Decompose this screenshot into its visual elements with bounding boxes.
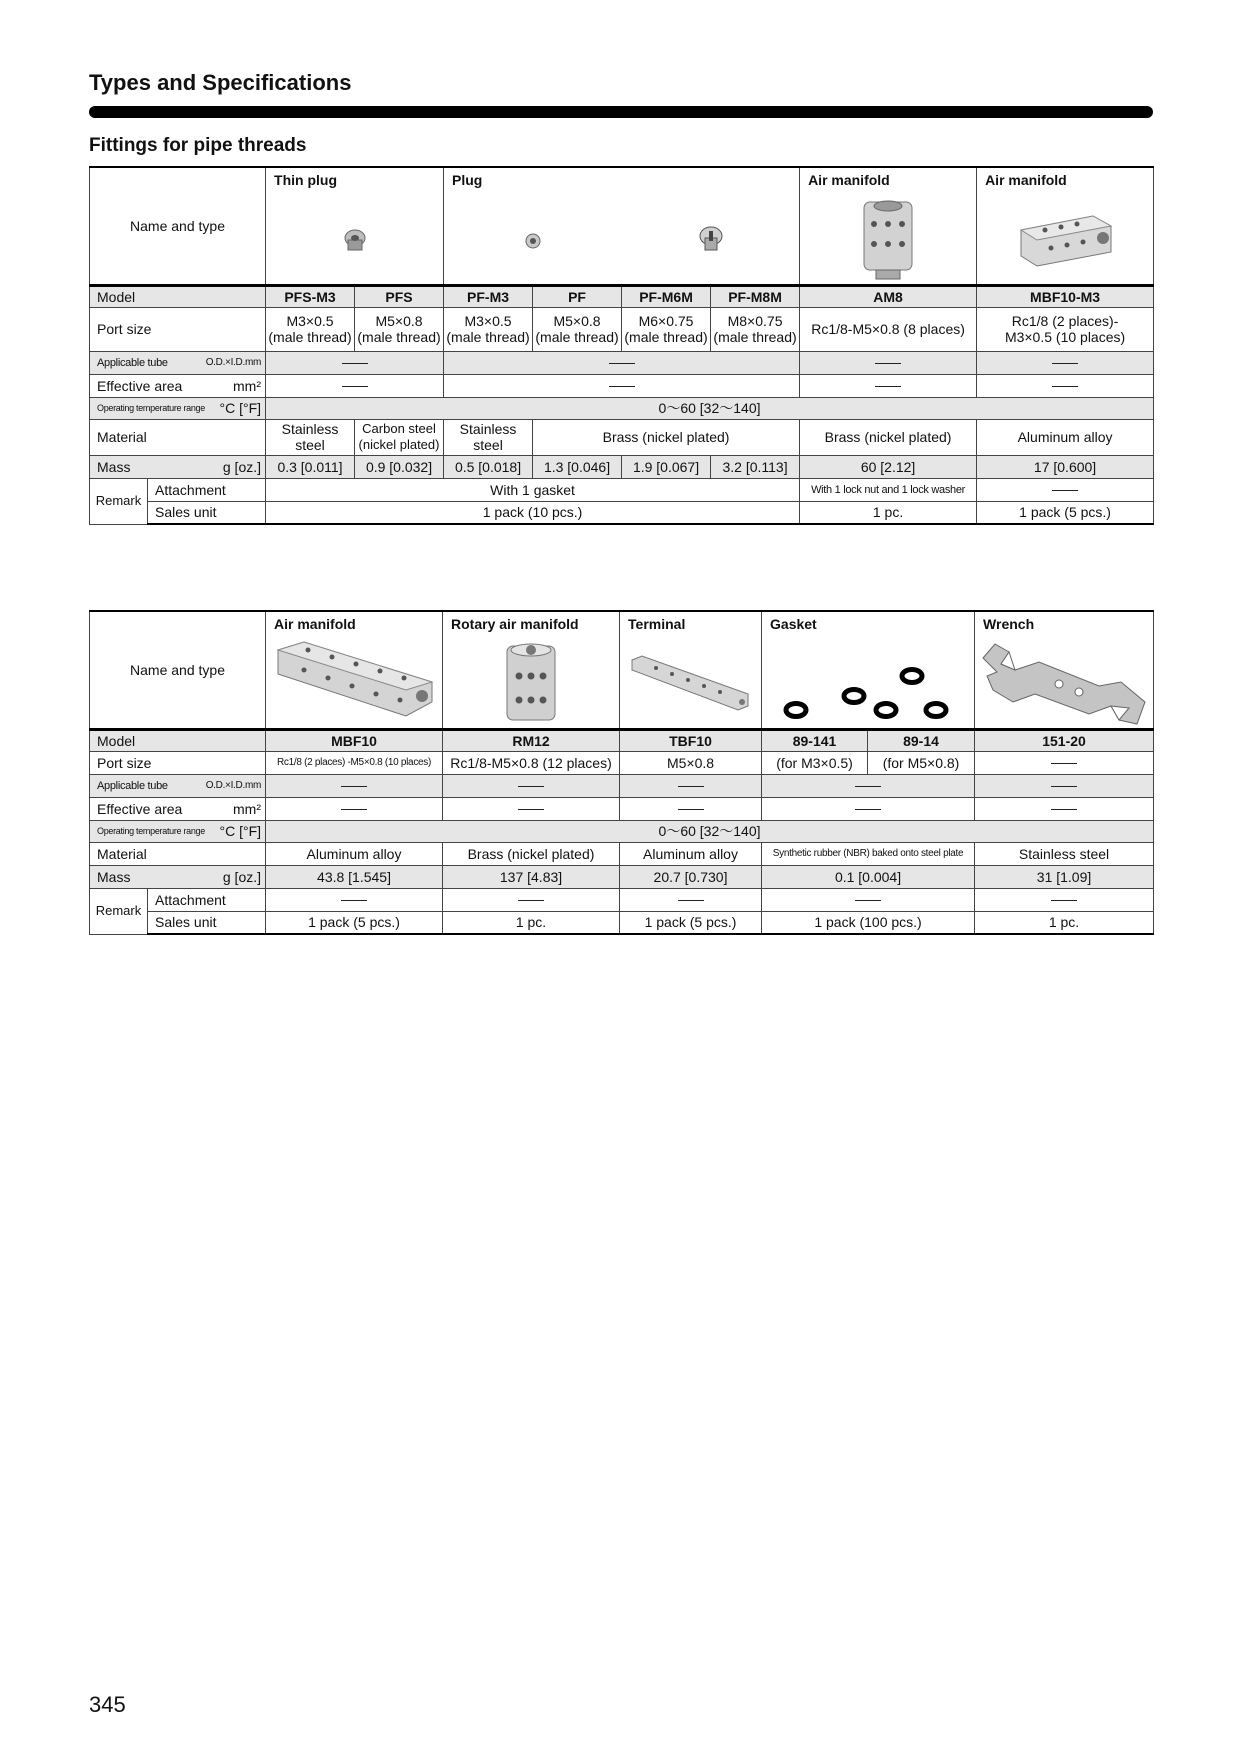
- sales-unit-cell: 1 pc.: [975, 911, 1154, 934]
- material-label: Material: [90, 842, 266, 865]
- effective-area-label: [90, 374, 266, 397]
- product-air-manifold-am8: [800, 167, 977, 285]
- product-thin-plug: [266, 167, 444, 285]
- applicable-tube-row: [90, 774, 1154, 797]
- dash-cell: [266, 351, 444, 374]
- name-type-label: Name and type: [90, 611, 266, 729]
- port-note: (male thread): [713, 329, 797, 345]
- remark-label: Remark: [90, 888, 148, 934]
- material-cell: [444, 419, 533, 455]
- label-text: Effective area: [97, 377, 183, 394]
- page-title: Types and Specifications: [89, 70, 352, 95]
- remark-label: Remark: [90, 478, 148, 524]
- material-cell: [266, 419, 355, 455]
- material-text: (nickel plated): [358, 437, 440, 452]
- attachment-row: [90, 888, 1154, 911]
- operating-temp-value: 0～60 [32～140]: [266, 397, 1154, 419]
- dash-cell: [977, 351, 1154, 374]
- label-unit: O.D.×I.D.mm: [205, 779, 262, 791]
- material-cell: Brass (nickel plated): [800, 419, 977, 455]
- port-size-cell: [711, 307, 800, 351]
- dash-cell: [975, 751, 1154, 774]
- material-cell: Brass (nickel plated): [533, 419, 800, 455]
- operating-temp-row: [90, 820, 1154, 842]
- model-cell: 151-20: [975, 729, 1154, 751]
- attachment-cell: With 1 gasket: [266, 478, 800, 501]
- mass-row: [90, 455, 1154, 478]
- operating-temp-value: 0～60 [32～140]: [266, 820, 1154, 842]
- port-size-cell: [977, 307, 1154, 351]
- product-plug: [444, 167, 800, 285]
- effective-area-label: [90, 797, 266, 820]
- dash-cell: [443, 888, 620, 911]
- port-size-cell: Rc1/8-M5×0.8 (12 places): [443, 751, 620, 774]
- dash-cell: [443, 774, 620, 797]
- attachment-cell: With 1 lock nut and 1 lock washer: [800, 478, 977, 501]
- material-cell: Aluminum alloy: [977, 419, 1154, 455]
- product-name: Wrench: [983, 616, 1035, 632]
- model-cell: AM8: [800, 285, 977, 307]
- title-divider: [89, 106, 1153, 118]
- sales-unit-row: [90, 911, 1154, 934]
- dash-cell: [444, 374, 800, 397]
- mass-cell: 31 [1.09]: [975, 865, 1154, 888]
- dash-cell: [800, 351, 977, 374]
- rm12-image: [501, 640, 561, 724]
- dash-cell: [444, 351, 800, 374]
- model-row: [90, 285, 1154, 307]
- product-name: Plug: [452, 172, 483, 188]
- material-row: [90, 419, 1154, 455]
- section-title: Fittings for pipe threads: [89, 135, 307, 156]
- product-name: Air manifold: [808, 172, 890, 188]
- material-cell: Stainless steel: [975, 842, 1154, 865]
- mass-cell: 1.9 [0.067]: [622, 455, 711, 478]
- mass-cell: 20.7 [0.730]: [620, 865, 762, 888]
- dash-cell: [977, 374, 1154, 397]
- label-text: Operating temperature range: [97, 403, 205, 413]
- model-cell: 89-14: [868, 729, 975, 751]
- page-number: 345: [89, 1692, 126, 1717]
- product-row: [90, 611, 1154, 729]
- attachment-label: Attachment: [148, 888, 266, 911]
- dash-cell: [762, 888, 975, 911]
- material-cell: Aluminum alloy: [266, 842, 443, 865]
- port-size-cell: Rc1/8 (2 places) -M5×0.8 (10 places): [266, 751, 443, 774]
- operating-temp-label: [90, 820, 266, 842]
- am8-image: [860, 198, 916, 282]
- mbf10-image: [274, 638, 434, 722]
- port-note: (male thread): [446, 329, 530, 345]
- mass-cell: 0.5 [0.018]: [444, 455, 533, 478]
- material-cell: Brass (nickel plated): [443, 842, 620, 865]
- dash-cell: [975, 797, 1154, 820]
- dash-cell: [975, 774, 1154, 797]
- port-note: (male thread): [624, 329, 708, 345]
- port-size-cell: [622, 307, 711, 351]
- material-text: Stainless: [281, 421, 339, 437]
- product-air-manifold-mbf10-m3: [977, 167, 1154, 285]
- port-value: M8×0.75: [727, 313, 783, 329]
- product-row: [90, 167, 1154, 285]
- model-cell: MBF10-M3: [977, 285, 1154, 307]
- mass-cell: 60 [2.12]: [800, 455, 977, 478]
- port-note: (male thread): [357, 329, 441, 345]
- model-cell: PFS-M3: [266, 285, 355, 307]
- model-label: Model: [90, 729, 266, 751]
- material-row: [90, 842, 1154, 865]
- model-cell: 89-141: [762, 729, 868, 751]
- mass-cell: 0.3 [0.011]: [266, 455, 355, 478]
- label-unit: g [oz.]: [222, 868, 262, 885]
- effective-area-row: [90, 374, 1154, 397]
- product-name: Air manifold: [274, 616, 356, 632]
- port-size-row: [90, 307, 1154, 351]
- mass-cell: 0.1 [0.004]: [762, 865, 975, 888]
- attachment-row: [90, 478, 1154, 501]
- model-row: [90, 729, 1154, 751]
- dash-cell: [620, 774, 762, 797]
- port-size-cell: [355, 307, 444, 351]
- sales-unit-row: [90, 501, 1154, 524]
- product-name: Air manifold: [985, 172, 1067, 188]
- spec-table-2: [89, 610, 1154, 935]
- gasket-image: [782, 646, 972, 726]
- thin-plug-image: [340, 226, 370, 256]
- port-size-cell: [444, 307, 533, 351]
- model-cell: PF-M6M: [622, 285, 711, 307]
- operating-temp-row: [90, 397, 1154, 419]
- sales-unit-cell: 1 pack (5 pcs.): [266, 911, 443, 934]
- sales-unit-cell: 1 pc.: [443, 911, 620, 934]
- material-text: Carbon steel: [362, 421, 436, 436]
- name-type-label: Name and type: [90, 167, 266, 285]
- plug-large-image: [696, 224, 726, 254]
- attachment-label: Attachment: [148, 478, 266, 501]
- label-text: Operating temperature range: [97, 826, 205, 836]
- effective-area-row: [90, 797, 1154, 820]
- dash-cell: [975, 888, 1154, 911]
- port-size-cell: Rc1/8-M5×0.8 (8 places): [800, 307, 977, 351]
- material-text: steel: [473, 437, 503, 453]
- port-value: M3×0.5: [464, 313, 512, 329]
- mass-cell: 3.2 [0.113]: [711, 455, 800, 478]
- label-unit: mm²: [233, 377, 262, 394]
- mass-cell: 17 [0.600]: [977, 455, 1154, 478]
- product-name: Thin plug: [274, 172, 337, 188]
- port-size-label: Port size: [90, 307, 266, 351]
- product-wrench: [975, 611, 1154, 729]
- port-note: (male thread): [535, 329, 619, 345]
- port-value: M6×0.75: [638, 313, 694, 329]
- model-cell: TBF10: [620, 729, 762, 751]
- port-value: M5×0.8: [553, 313, 601, 329]
- model-cell: PF: [533, 285, 622, 307]
- plug-small-image: [522, 230, 544, 252]
- label-unit: O.D.×I.D.mm: [205, 356, 262, 368]
- label-text: Mass: [97, 868, 131, 885]
- sales-unit-cell: 1 pack (100 pcs.): [762, 911, 975, 934]
- port-note: (male thread): [268, 329, 352, 345]
- label-unit: mm²: [233, 800, 262, 817]
- sales-unit-cell: 1 pack (5 pcs.): [620, 911, 762, 934]
- sales-unit-label: Sales unit: [148, 911, 266, 934]
- dash-cell: [266, 774, 443, 797]
- applicable-tube-label: [90, 774, 266, 797]
- port-value: M5×0.8: [375, 313, 423, 329]
- mbf10-m3-image: [1015, 208, 1115, 268]
- product-name: Gasket: [770, 616, 817, 632]
- port-size-cell: M5×0.8: [620, 751, 762, 774]
- dash-cell: [620, 797, 762, 820]
- model-cell: MBF10: [266, 729, 443, 751]
- product-gasket: [762, 611, 975, 729]
- mass-label: [90, 865, 266, 888]
- label-text: Applicable tube: [97, 779, 168, 792]
- model-cell: RM12: [443, 729, 620, 751]
- product-name: Rotary air manifold: [451, 616, 579, 632]
- port-size-cell: [266, 307, 355, 351]
- material-label: Material: [90, 419, 266, 455]
- operating-temp-label: [90, 397, 266, 419]
- port-value: M3×0.5 (10 places): [1004, 329, 1126, 345]
- dash-cell: [620, 888, 762, 911]
- applicable-tube-row: [90, 351, 1154, 374]
- mass-cell: 137 [4.83]: [443, 865, 620, 888]
- mass-cell: 1.3 [0.046]: [533, 455, 622, 478]
- dash-cell: [762, 797, 975, 820]
- port-size-cell: (for M5×0.8): [868, 751, 975, 774]
- wrench-image: [979, 636, 1149, 729]
- port-value: M3×0.5: [286, 313, 334, 329]
- dash-cell: [266, 888, 443, 911]
- material-cell: Synthetic rubber (NBR) baked onto steel plate: [762, 842, 975, 865]
- model-label: Model: [90, 285, 266, 307]
- sales-unit-cell: 1 pack (10 pcs.): [266, 501, 800, 524]
- dash-cell: [800, 374, 977, 397]
- product-rotary-air-manifold: [443, 611, 620, 729]
- dash-cell: [762, 774, 975, 797]
- applicable-tube-label: [90, 351, 266, 374]
- dash-cell: [266, 374, 444, 397]
- label-unit: g [oz.]: [222, 458, 262, 475]
- dash-cell: [977, 478, 1154, 501]
- label-unit: °C [°F]: [219, 823, 262, 839]
- sales-unit-cell: 1 pack (5 pcs.): [977, 501, 1154, 524]
- dash-cell: [443, 797, 620, 820]
- label-text: Effective area: [97, 800, 183, 817]
- dash-cell: [266, 797, 443, 820]
- product-air-manifold-mbf10: [266, 611, 443, 729]
- material-cell: Aluminum alloy: [620, 842, 762, 865]
- tbf10-image: [630, 652, 750, 712]
- mass-cell: 43.8 [1.545]: [266, 865, 443, 888]
- mass-label: [90, 455, 266, 478]
- model-cell: PFS: [355, 285, 444, 307]
- spec-table-1: [89, 166, 1154, 525]
- label-text: Mass: [97, 458, 131, 475]
- port-size-row: [90, 751, 1154, 774]
- material-text: steel: [295, 437, 325, 453]
- label-unit: °C [°F]: [219, 400, 262, 416]
- port-size-cell: [533, 307, 622, 351]
- sales-unit-cell: 1 pc.: [800, 501, 977, 524]
- mass-row: [90, 865, 1154, 888]
- model-cell: PF-M8M: [711, 285, 800, 307]
- product-name: Terminal: [628, 616, 686, 632]
- model-cell: PF-M3: [444, 285, 533, 307]
- port-size-cell: (for M3×0.5): [762, 751, 868, 774]
- sales-unit-label: Sales unit: [148, 501, 266, 524]
- port-size-label: Port size: [90, 751, 266, 774]
- material-cell: [355, 419, 444, 455]
- mass-cell: 0.9 [0.032]: [355, 455, 444, 478]
- product-terminal: [620, 611, 762, 729]
- port-value: Rc1/8 (2 places)-: [1011, 313, 1119, 329]
- label-text: Applicable tube: [97, 356, 168, 369]
- material-text: Stainless: [459, 421, 517, 437]
